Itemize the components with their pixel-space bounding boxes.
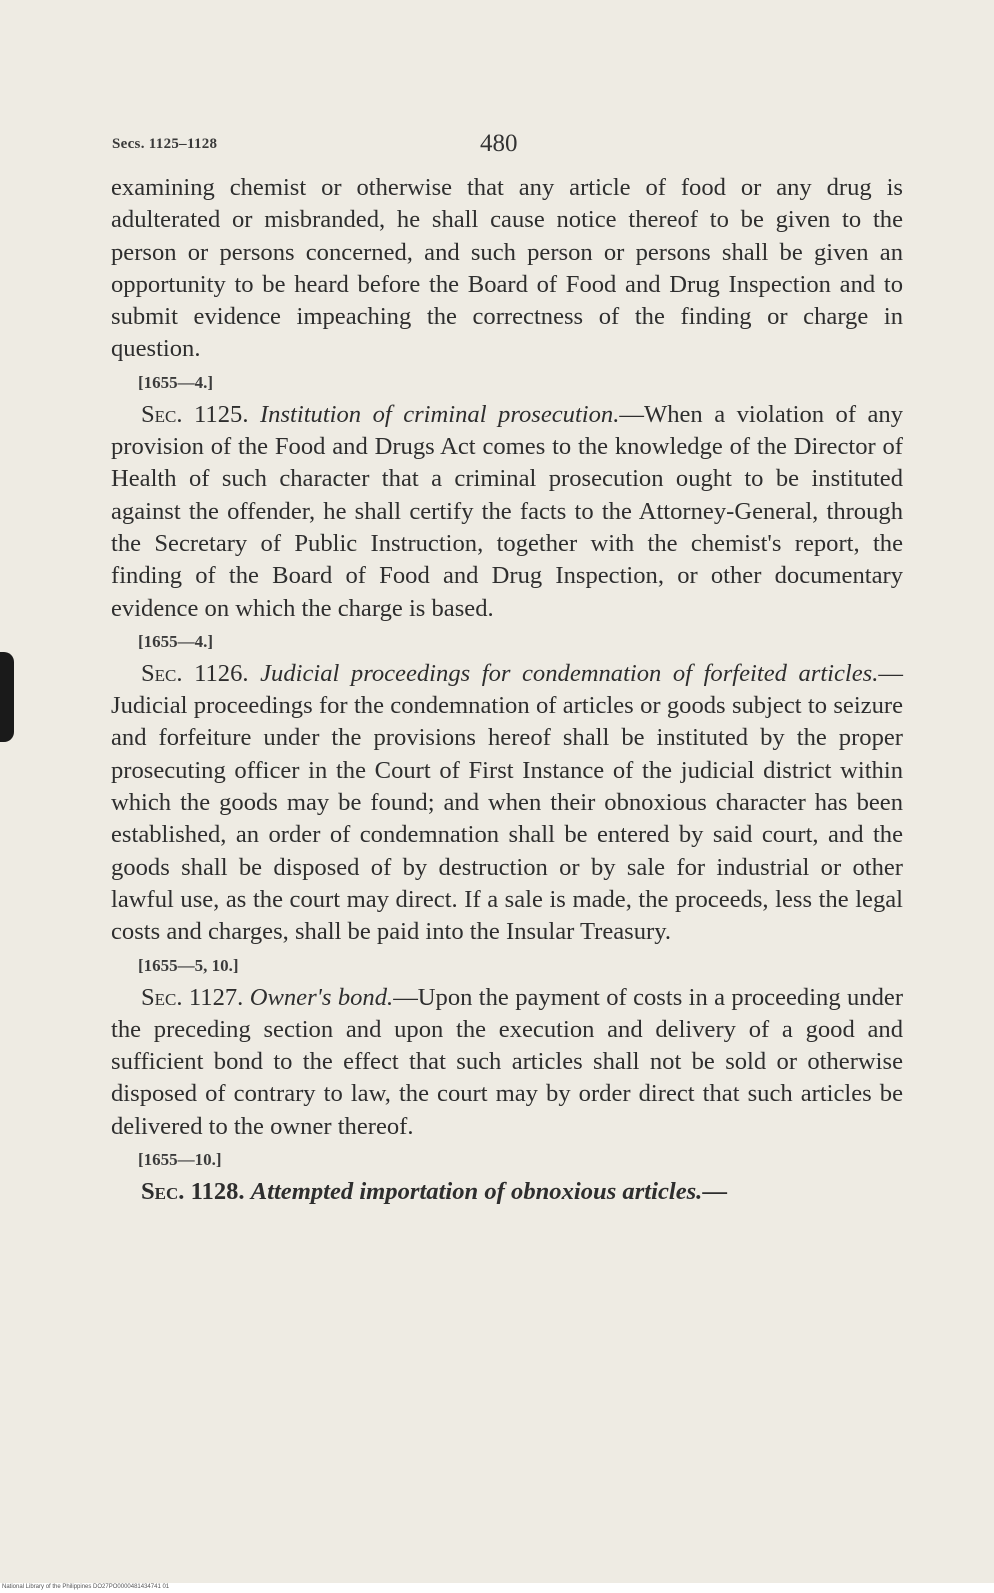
page-number: 480 [480,130,518,157]
section-1127 [111,982,903,1143]
page-edge-mark [0,652,14,742]
intro-paragraph: examining chemist or otherwise that any article of food or any drug is adulterated or misbranded, he shall cause notice thereof to be given to the person or persons concerned, and such person or persons shall be given an opportunity to be heard before the Board of Food and Drug Inspection and to submit evidence impeaching the correctness of the finding or charge in question. [111,174,903,363]
section-label: Sec. 1127. [141,983,244,1011]
citation-1127: [1655—5, 10.] [138,955,239,975]
section-text: —Upon the payment of costs in a proceeding under the preceding section and upon the execution and delivery of a good and sufficient bond to the effect that such articles shall not be sold or otherwise disposed of contrary to law, the court may by order direct that such articles be delivered to the owner thereof. [111,983,904,1140]
running-head [112,130,904,164]
section-1125 [111,399,903,625]
footer-text: National Library of the Philippines DO27PO0000481434741 01 [2,1584,170,1590]
section-title: Institution of criminal prosecution. [259,400,620,428]
body-text [111,172,903,1208]
section-text: — [702,1178,727,1206]
citation-1126: [1655—4.] [138,631,214,651]
section-1126 [111,658,903,949]
citation-1128: [1655—10.] [138,1150,222,1170]
section-text: —Judicial proceedings for the condemnation of articles or goods subject to seizure and forfeiture under the provisions hereof shall be instituted by the proper prosecuting officer in the Court of First Instance of the judicial district within which the goods may be found; and when their obnoxious character has been established, an order of condemnation shall be entered by said court, and the goods shall be disposed of by destruction or by sale for industrial or other lawful use, as the court may direct. If a sale is made, the proceeds, less the legal costs and charges, shall be paid into the Insular Treasury. [111,659,903,946]
section-label: Sec. 1125. [141,400,249,428]
section-1128 [111,1176,903,1208]
section-label: Sec. 1126. [141,659,249,687]
section-title: Judicial proceedings for condemnation of forfeited articles. [260,659,879,687]
section-title: Attempted importation of obnoxious articles. [250,1178,703,1206]
section-title: Owner's bond. [249,983,394,1011]
section-text: —When a violation of any provision of the Food and Drugs Act comes to the knowledge of the Director of Health of such character that a criminal prosecution ought to be instituted against the offender, he shall certify the facts to the Attorney-General, through the Secretary of Public Instruction, together with the chemist's report, the finding of the Board of Food and Drug Inspection, or other documentary evidence on which the charge is based. [111,400,904,622]
citation-1125: [1655—4.] [138,372,214,392]
section-range: Secs. 1125–1128 [112,136,218,152]
section-label: Sec. 1128. [141,1178,245,1206]
